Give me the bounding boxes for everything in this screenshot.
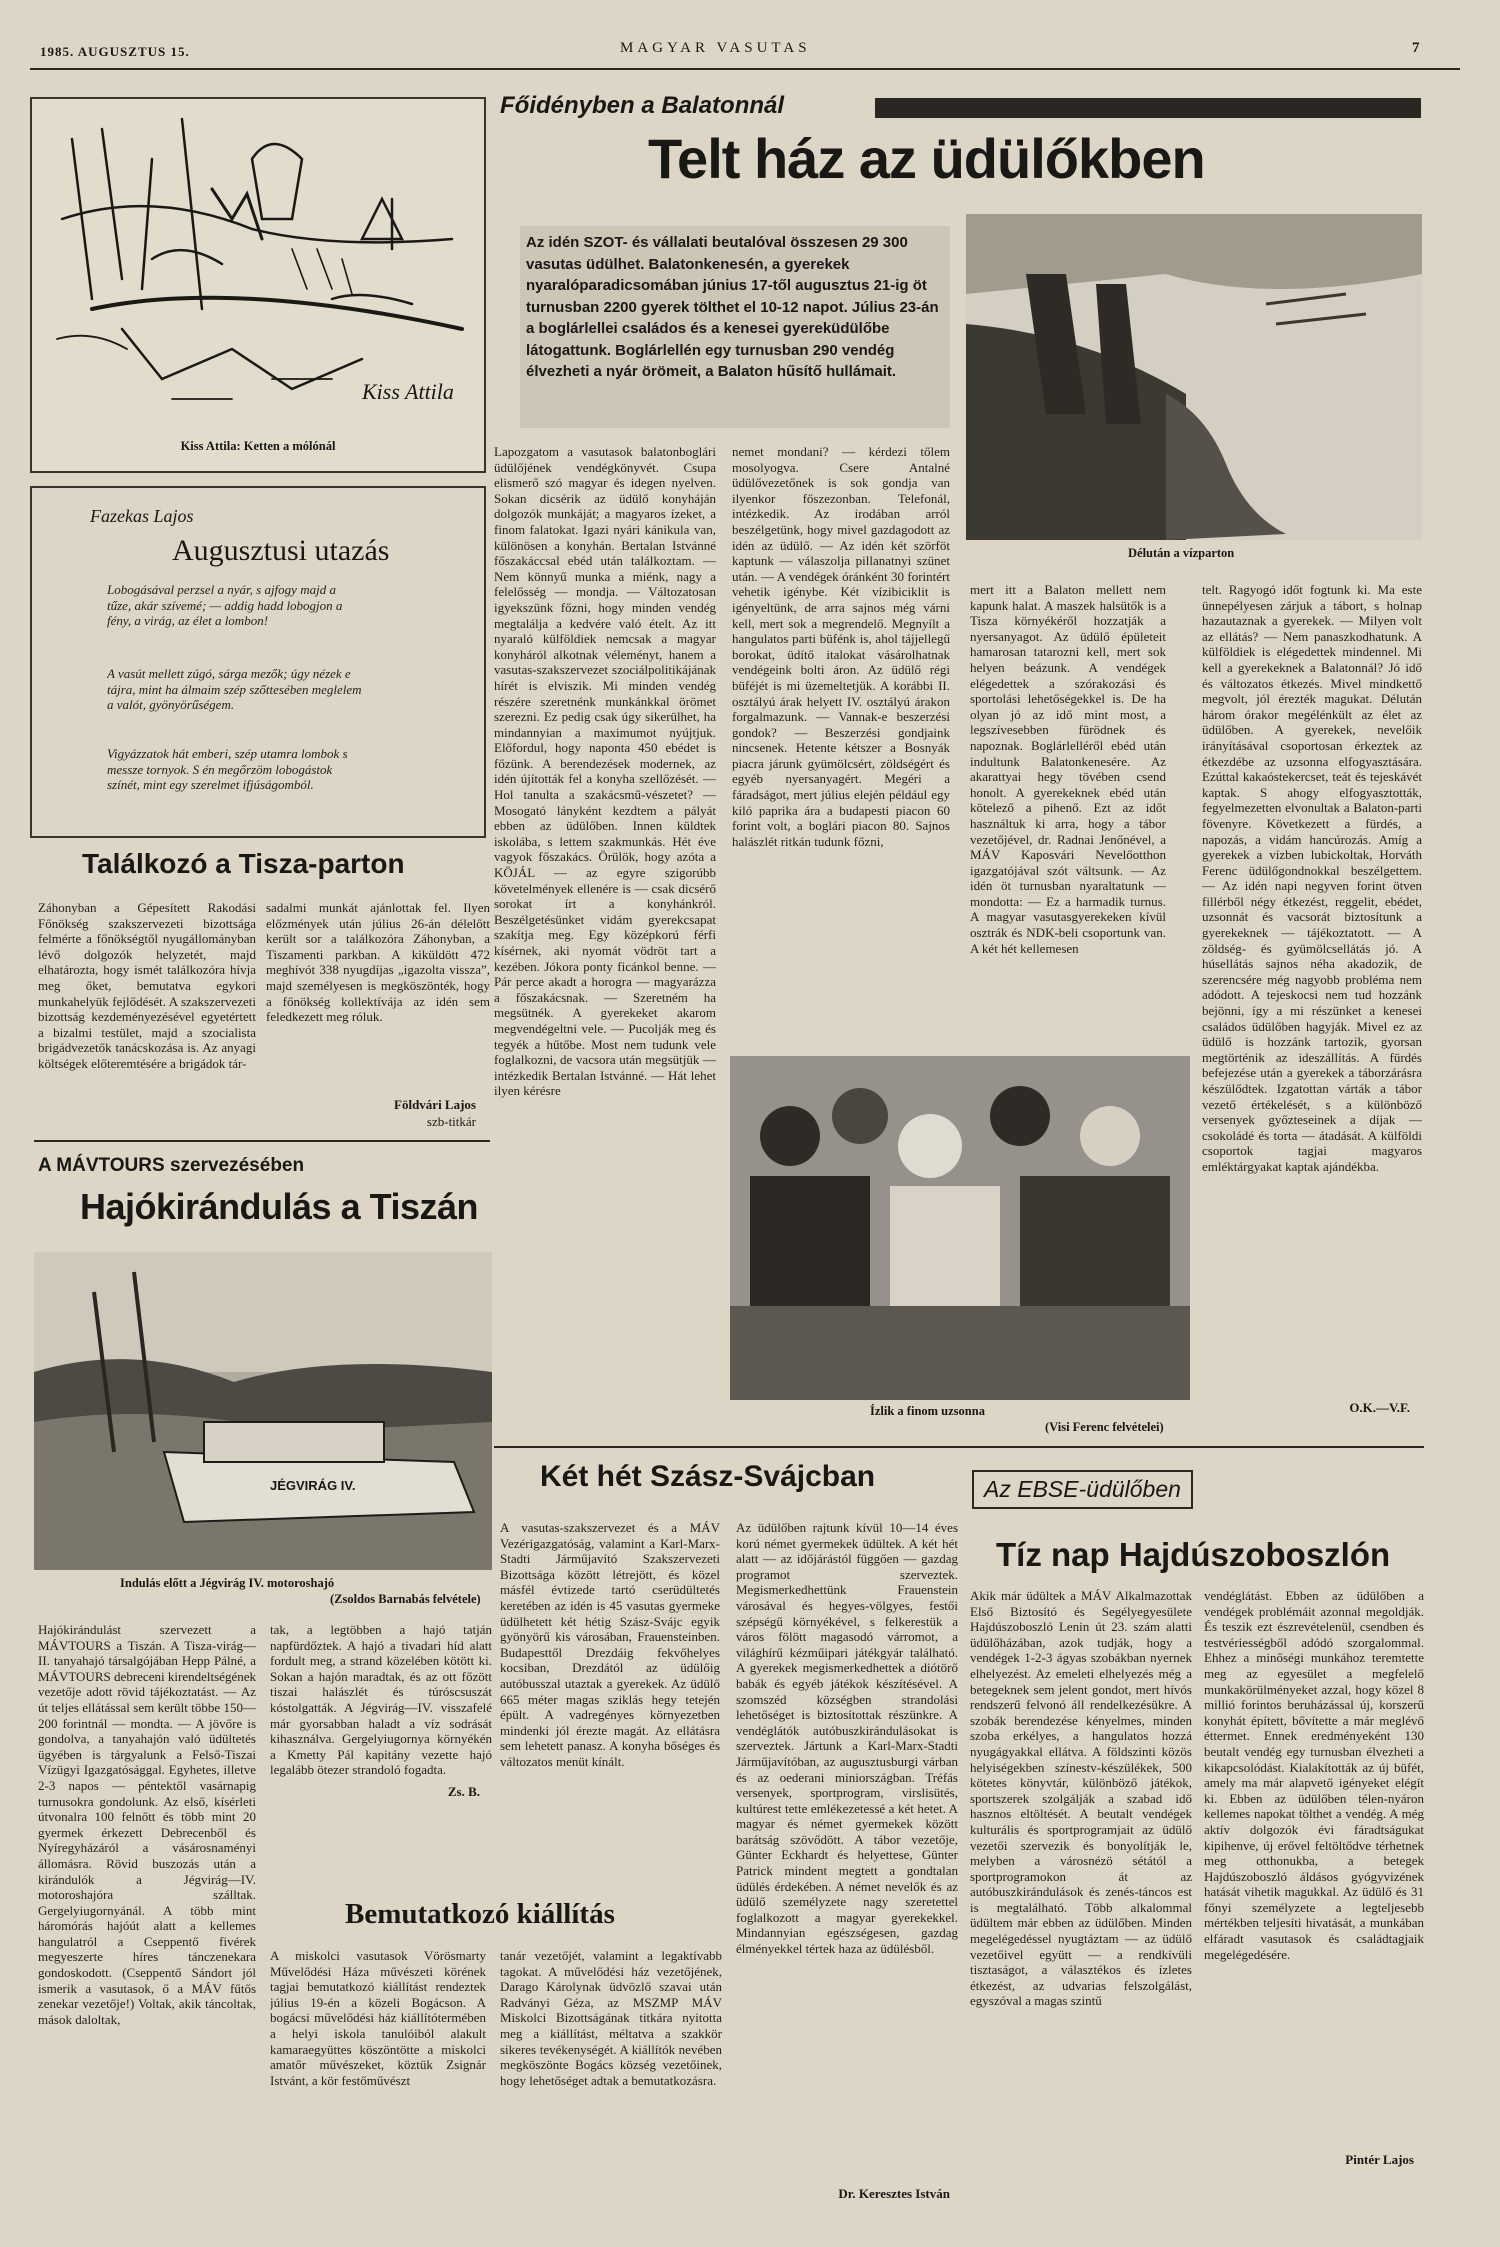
poem-stanza-3: Vigyázzatok hát emberi, szép utamra lombok s messze tornyok. S én megőrzöm lobogástok színét, mint egy szerelmet ifjúságomból. [107,746,348,793]
beach-photo-caption: Délután a vízparton [1128,546,1235,560]
beach-photo [966,214,1422,540]
snack-photo-credit: (Visi Ferenc felvételei) [1045,1420,1164,1434]
poem-author: Fazekas Lajos [90,506,194,526]
szasz-col1: A vasutas-szakszervezet és a MÁV Vezérigazgatóság, valamint a Karl-Marx-Stadti Járműjavító Szakszervezeti Bizottsága között létrejött, és közel másfél évtizede tartó cserüdültetés keretében az idén is 45 vasutas gyermeke üdülhetett két hétig Szász-Svájc egyik gyönyörű kis városában, Frauensteinben. Budapesttől Drezdáig fekvőhelyes kocsiban, Drezdától az üdülőig autóbusszal utaztak a gyerekek. Az üdülő 665 méter magas sziklás hegy tetején épült. A vadregényes környezetben mindenki jól érezte magát. Az ellátásra sem lehetett panasz. A konyha bőséges és változatos menüt kínált. [500,1520,720,1769]
ebse-title: Tíz nap Hajdúszoboszlón [996,1536,1391,1573]
ebse-kicker: Az EBSE-üdülőben [972,1470,1193,1509]
ebse-col2: vendéglátást. Ebben az üdülőben a vendégek problémáit azonnal megoldják. És teszik ezt észrevételenül, csendben és testvériességből adódó szorgalommal. Ehhez a minőségi munkához teremtette meg az egyesület a megfelelő munkakörülményeket azzal, hogy közel 8 millió forintos beruházással új, korszerű konyhát épített, bővítette a már meglévő éttermet. Ennek eredményeként 130 beutalt vendég egy turnusban élvezheti a kikapcsolódást. Kialakították az új büfét, amely ma már alapvető igényeket elégít ki. Ebben az üdülőben télen-nyáron kellemes napokat tölthet a vendég. A még aktív dolgozók évi fáradtságukat kipihenve, új erővel feltöltődve térhetnek meg otthonukba, a betegek Hajdúszoboszló áldásos gyógyvizének hatását vihetik magukkal. Az üdülő és 31 főnyi személyzete a legteljesebb mértékben teljesíti hivatását, a munkában elfáradt vasutasok és családtagjaik megelégedésére. [1204,1588,1424,1962]
snack-photo [730,1056,1190,1400]
main-col3: mert itt a Balaton mellett nem kapunk halat. A maszek halsütők is a Tisza környékéről hozzatják a nyersanyagot. Az üdülő épületeit hamarosan tatarozni kell, mert sok helyen beázunk. A vendégek elégedettek a szórakozási és sportolási lehetőségekkel is. De ha olyan jó az idő mint most, a legszívesebben fürödnek és napoznak. Boglárlelléről ebéd után indultunk Balatonkenesére. Az akarattyai hegy tövében csend honolt. A gyerekeknek ebéd után kötelező a pihenő. Ezt az időt használtuk ki arra, hogy a tábor vezetőjével, dr. Radnai Jenőnével, a MÁV Kaposvári Nevelőotthon igazgatójával szót váltsunk. — Az idén öt turnusban nyaraltatunk — mondotta: — Ez a harmadik turnus. A magyar vasutasgyerekeken kívül osztrák és NDK-beli csoportunk van. A két hét kellemesen [970,582,1166,956]
szasz-col2: Az üdülőben rajtunk kívül 10—14 éves korú német gyermekek üdültek. A két hét alatt — az időjárástól függően — gazdag programot szerveztek. Megismerkedhettünk Frauenstein városával és hegyes-völgyes, festői szépségű környékével, s felkerestük a város fölött magasodó várromot, a világhírű kézműipari játékgyár található. A gyerekek megismerkedhettek a diótörő babák és egyéb játékok készítésével. A szomszéd községben strandolási lehetőséget is biztosítottak részünkre. A vendéglátók autóbuszkirándulásokat is szerveztek. Jártunk a Karl-Marx-Stadti Járműjavítóban, az augusztusburgi várban és az oederani miniországban. Tréfás versenyek, sportprogram, virslisütés, kultúrest tette emlékezetessé a két hetet. A magyar és német gyermekek között barátság szövődött. A tábor vezetője, Günter Eckhardt és helyettese, Günter Patrick mindent megtett a gondtalan üdülés érdekében. A német nevelők és az üdülő személyzete nagy szeretettel foglalkozott a magyar gyerekekkel. Mindannyian egészségesen, gazdag élményekkel tértek haza az üdülésből. [736,1520,958,1957]
main-lead: Az idén SZOT- és vállalati beutalóval összesen 29 300 vasutas üdülhet. Balatonkenesén, a gyerekek nyaralóparadicsomában június 17-től augusztus 21-ig öt turnusban 2200 gyerek tölthet el 10-12 napot. Július 23-án a boglárlellei családos és a kenesei gyereküdülőbe látogattunk. Boglárlellén egy turnusban 290 vendég élvezheti a nyár örömeit, a Balaton hűsítő hullámait. [520,226,950,428]
tisza-article-col1: Záhonyban a Gépesített Rakodási Főnökség szakszervezeti bizottsága felmérte a főnökségtől nyugállományban lévő dolgozók helyzetét, majd elhatározta, hogy ismét találkozóra hívja meg őket, bemutatva egykori munkahelyük fejlődését. A szakszervezeti bizottság kezdeményezésével egyetértett a bizalmi testület, majd a szocialista brigádvezetők tanácskozása is. Az anyagi költségek előteremtésére a brigádok tár- [38,900,256,1071]
ebse-col1: Akik már üdültek a MÁV Alkalmazottak Első Biztosító és Segélyegyesülete Hajdúszoboszló Lenin út 23. szám alatti üdülőházában, azok tudják, hogy a vendégek 1-2-3 ágyas szobákban nyernek elhelyezést. Az emeleti elhelyezés még a betegeknek sem jelent gondot, mert hívós rendszerű felvonó áll rendelkezésükre. A szobák berendezése kényelmes, minden szoba erkélyes, a hangulatos hozzá nyugágyakkal ellátva. A földszinti közös helyiségekben színestv-készülékek, 500 kötetes könyvtár, különböző játékok, sportszerek szolgálják a szabad idő hasznos eltöltését. A beutalt vendégek kulturális és sportprogramjait az üdülő vezetői szervezik és bonyolítják le, melyben a városnézö sétától a sportprogramokon át az autóbuszkirándulások és zenés-táncos est is megtalálható. Több alkalommal üdültem már ebben az üdülőben. Minden megelégedéssel nyugtáztam — az üdülő vezetőivel együtt — a rendkívüli tisztaságot, a választékos és ízletes étkezést, az udvarias felszolgálást, egyszóval a magas szintű [970,1588,1192,2009]
boat-photo-credit: (Zsoldos Barnabás felvétele) [330,1592,481,1606]
szasz-title: Két hét Szász-Svájcban [540,1460,876,1493]
poem-stanza-1: Lobogásával perzsel a nyár, s ajfogy majd a tűze, akár szívemé; — addig hadd lobogjon a fény, a virág, az élet a lombon! [107,582,343,629]
kicker-bar [875,98,1421,118]
poem-stanza-2: A vasút mellett zúgó, sárga mezők; úgy nézek e tájra, mint ha álmaim szép szőttesében meglelem a valót, gyönyörűségem. [107,666,362,713]
drawing-frame [30,97,486,473]
kiallitas-col2: tanár vezetőjét, valamint a legaktívabb tagokat. A művelődési ház vezetőjének, Darago Károlynak üdvözlő szavai után Radványi Géza, az MSZMP MÁV Miskolci Bizottságának titkára nyitotta meg a kiállítást, méltatva a szakkör sikeres tevékenységét. A kiállítók nevében megköszönte Bogács község vezetőinek, hogy lehetőséget adtak a bemutatkozásra. [500,1948,722,2088]
mavtours-kicker: A MÁVTOURS szervezésében [38,1155,305,1176]
tisza-article-col2: sadalmi munkát ajánlottak fel. Ilyen előzmények után július 26-án délelőtt került sor a találkozóra Záhonyban, a Tiszamenti parkban. A kiküldött 472 meghívót 338 nyugdíjas „igazolta vissza”, majd személyesen is megköszönték, hogy a főnökség kollektívája az idén sem feledkezett meg róluk. [266,900,490,1025]
header-rule [30,68,1460,70]
tisza-article-title: Találkozó a Tisza-parton [82,848,405,879]
szasz-signature: Dr. Keresztes István [838,2186,950,2201]
snack-photo-caption: Ízlik a finom uzsonna [870,1404,985,1418]
tisza-signature: Földvári Lajos [394,1097,476,1112]
tisza-signature-role: szb-titkár [426,1114,476,1129]
tisza-bottom-rule [34,1140,490,1142]
snack-photo-scene [730,1056,1190,1400]
mavtours-signature: Zs. B. [447,1784,480,1799]
main-col4: telt. Ragyogó időt fogtunk ki. Ma este ünnepélyesen zárjuk a tábort, s holnap hazautaznak a gyerekek. — Milyen volt az ellátás? — Nem panaszkodhatunk. A külföldiek is elégedettek mindennel. Mi kell a gyerekeknek a Balatonnál? Jó idő és változatos étkezés. Mivel mindkettő megvolt, jól érezték magukat. Délután három órakor megélénkült az élet az üdülőben. A gyerekek, nevelőik irányításával csoportosan érkeztek az étkezdébe az uzsonna elfogyasztására. Ezúttal kakaóstekercset, teát és tejeskávét kaptak. S ahogy elfogyasztották, fegyelmezetten elvonultak a Balaton-parti fövenyre. Következett a fürdés, a napozás, a vidám hancúrozás. Amíg a gyerekek a vízben lubickoltak, Horváth Ferenc üdülőgondnokkal beszélgettem. — Az idén napi negyven forint ötven fillérből négy étkezést, reggelit, ebédet, uzsonnát és vacsorát biztosítunk a gyerekeknek — tájékoztatott. — A zöldség- és gyümölcsellátás jó. A húsellátás sajnos néha akadozik, de szerencsére még nagyobb probléma nem adódott. A tejeskocsi nem tud hozzánk bejönni, így a mi részünket a kenesei családos üdülőben hagyják. Mivel ez az üdülő is hozzánk tartozik, gyorsan megtörténik az ideszállítás. A fürdés befejezése után a gyerekek a táborzárásra készülődtek. Izgatottan várták a tábor vezető értékelését, s a különböző versenyek győzteseinek a díjak — csokoládé és torta — átadását. A külföldi csoportok tagjai magyaros emléktárgyakat kaptak ajándékba. [1202,582,1422,1174]
main-kicker: Főidényben a Balatonnál [500,92,785,119]
main-title: Telt ház az üdülőkben [648,127,1205,190]
poem-frame [30,486,486,838]
mavtours-col1: Hajókirándulást szervezett a MÁVTOURS a Tiszán. A Tisza-virág—II. tanyahajó társalgójában Hepp Pálné, a MÁVTOURS debreceni kirendeltségének vezetője adott rövid tájékoztatást. — Az út teljes ellátással sem került többe 150—200 forintnál — mondta. — A jövőre is gondolva, a tanyahajón való üdültetés ügyében is tárgyalunk a Felső-Tiszai Vízügyi Igazgatósággal. Egyhetes, illetve 2-3 napos — péntektől vasárnapig turnusokra gondolunk. Az első, kísérleti útvonalra 100 felnőtt és több mint 20 gyermek érkezett Debrecenből és Nyíregyházáról a vásárosnaményi állomásra. Rövid buszozás után a kirándulók a Jégvirág—IV. motoroshajóra szálltak. Gergelyiugornyánál. A több mint háromórás hajóút alatt a kellemes hangulatról a Cseppentő fivérek megyeszerte híres tánczenekara gondoskodott. (Cseppentő Sándort jól ismerik a vasutasok, ő a MÁV fűtős zenekar vezetője!) Voltak, akik táncoltak, mások daloltak, [38,1622,256,2027]
ebse-signature: Pintér Lajos [1345,2152,1414,2167]
main-bottom-rule [494,1446,1424,1448]
masthead: MAGYAR VASUTAS [620,40,811,56]
boat-photo-caption: Indulás előtt a Jégvirág IV. motoroshajó [120,1576,335,1590]
mavtours-col2: tak, a legtöbben a hajó tatján napfürdőztek. A hajó a tivadari híd alatt fordult meg, a strand közelében kötött ki. Sokan a hajón maradtak, és az ott főzött tiszai halászlét és túróscsuszát kóstolgatták. A Jégvirág—IV. visszafelé már gyorsabban haladt a víz sodrását kihasználva. Gergelyiugornya környékén a Kmetty Pál kapitány vezette hajó legalább ötezer strandoló fogadta. [270,1622,492,1778]
artist-signature: Kiss Attila [362,379,454,404]
kiallitas-title: Bemutatkozó kiállítás [345,1898,615,1930]
mavtours-title: Hajókirándulás a Tiszán [80,1186,478,1227]
main-col2: nemet mondani? — kérdezi tőlem mosolyogva. Csere Antalné üdülővezetőnek is sok gondja van ilyenkor főszezonban. Telefonál, intézkedik. Az irodában arról beszélgetünk, hogy mivel gazdagodott az idén az üdülő. — Az idén két szörföt kaptunk — válaszolja pillanatnyi szünet után. — A vendégek óránként 30 forintért vehetik igénybe. Két vízibiciklit is igényeltünk, de arra sajnos még várni kell, mert sok a megrendelő. Megnyílt a hangulatos parti büfénk is, ahol tájjellegű borokat, üdítő italokat vásárolhatnak vendégeink bolti áron. Az üdülő régi büféjét is mi üzemeltetjük. A korábbi II. osztályú árak helyett IV. osztályú árakon forgalmazunk. — Vannak-e beszerzési gondok? — Beszerzési gondjaink nincsenek. Hetente kétszer a Bosnyák piacra járunk gyümölcsért, zöldségért és egyéb nyersanyagért. Megéri a fáradságot, mert július elején például egy kiló paprika ára a budapesti piacon 60 forint volt, a boglári piacon 80. Sajnos halászlét ritkán tudunk főzni, [732,444,950,849]
page-number: 7 [1412,40,1421,56]
boat-photo-scene [34,1252,492,1570]
issue-date: 1985. AUGUSZTUS 15. [40,44,190,59]
main-signature: O.K.—V.F. [1349,1400,1410,1415]
kiallitas-col1: A miskolci vasutasok Vörösmarty Művelődési Háza művészeti körének tagjai bemutatkozó kiállítást rendeztek július 19-én a közeli Bogácson. A bogácsi művelődési ház kiállítótermében a helyi iskola tanulóiból alakult kamaraegyüttes köszöntötte a miskolci amatőr művészeket, köztük Zsignár Istvánt, a kör festőművészt [270,1948,486,2088]
harbor-sketch-illustration [32,99,484,419]
drawing-caption: Kiss Attila: Ketten a mólónál [180,439,336,453]
beach-photo-scene [966,214,1422,540]
boat-name-label: JÉGVIRÁG IV. [270,1478,356,1493]
main-col1: Lapozgatom a vasutasok balatonboglári üdülőjének vendégkönyvét. Csupa elismerő szó magyar és idegen nyelven. Sokan dicsérik az üdülő konyháján dolgozók munkáját; a magyaros ízeket, a finom falatokat. Igazi nyári kánikula van, különösen a konyhán. Bertalan Istvánné főszakáccsal ebéd után találkoztam. — Nem könnyű munka a miénk, nagy a felelősség — mondja. — Változatosan igyekszünk főzni, hogy minden vendég megtalálja a kedvére való ételt. Az itt nyaraló külföldiek nemcsak a magyar konyháról alkotnak véleményt, hanem a vasutas-szakszervezet szociálpolitikájának hírét is elviszik. Mi minden vendég részére szeretnénk munkánkkal örömet szerezni. Ez pedig csak úgy sikerülhet, ha mindannyian a maximumot nyújtjuk. Előfordul, hogy naponta 450 ebédet is főzünk. A berendezések modernek, az idén újították fel a konyha szellőzését. — Hol tanulta a szakácsmű-vészetet? — Mosogató lányként kezdtem a pályát ebben az üdülőben. Innen küldtek iskolába, s lettem szakmunkás. Hét éve vagyok főszakács. Örülök, hogy azóta a KÖJÁL — az egyre szigorúbb követelmények ellenére is — csak dicsérő sorokat írt a konyhánkról. Beszélgetésünket vidám gyerekcsapat szakítja meg. Egy középkorú férfi kísérnek, aki nyomát vödröt tart a kezében. Jókora ponty ficánkol benne. — Pár perce akadt a horogra — magyarázza a főszakácsnak. — Szeretném ha megsütnék. A gyerekeket akarom megvendégeltni vele. — Pucolják meg és tegyék a hűtőbe. Most nem tudunk vele foglalkozni, de vacsora után megsütjük — intézkedik Bertalan Istvánné. — Hát lehet ilyen kérésre [494,444,716,1099]
poem-title: Augusztusi utazás [172,534,390,567]
boat-photo [34,1252,492,1570]
